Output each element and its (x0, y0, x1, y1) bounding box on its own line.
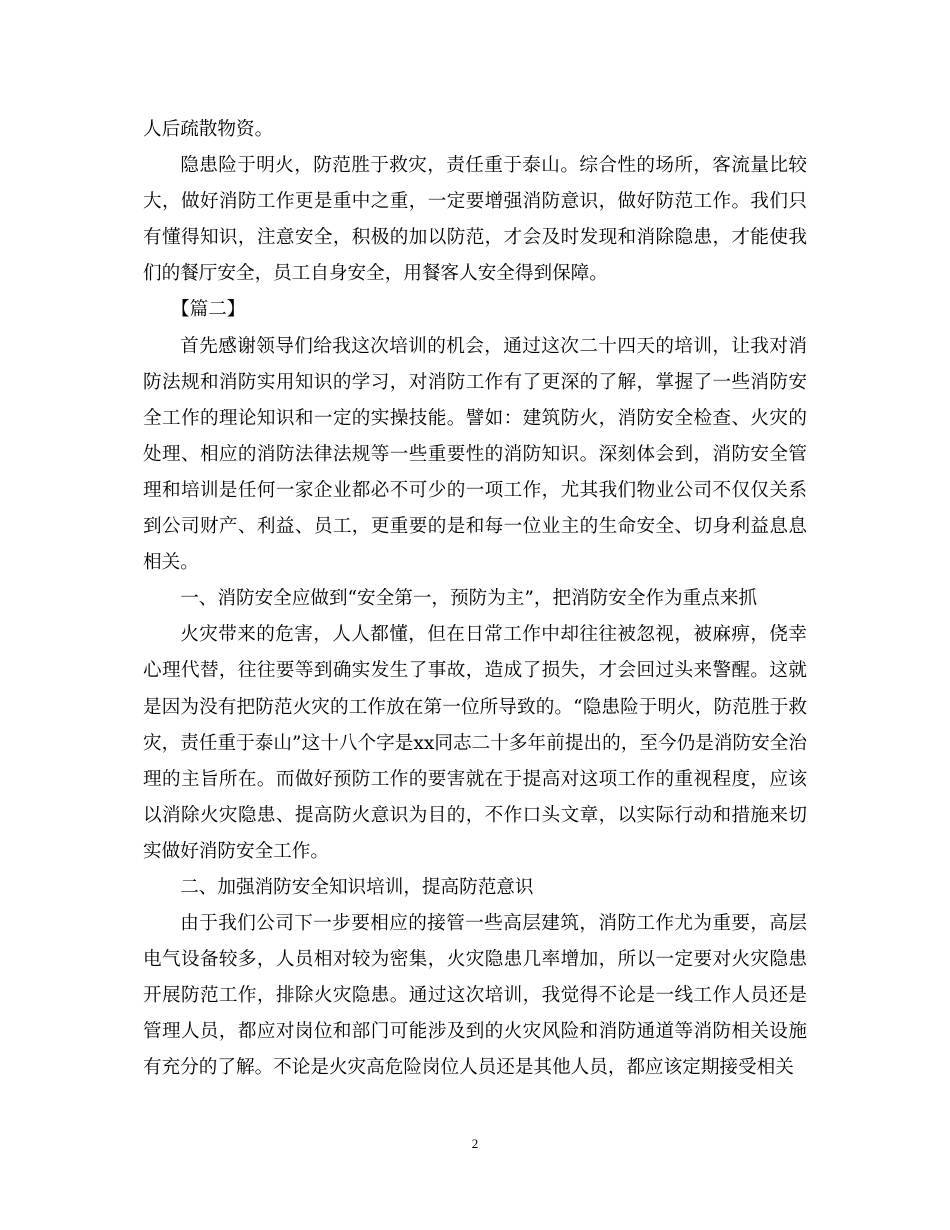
section-heading-part-two: 【篇二】 (171, 299, 246, 321)
paragraph: 火灾带来的危害，人人都懂，但在日常工作中却往往被忽视，被麻痹，侥幸心理代替，往往要等到确实发生了事故，造成了损失，才会回过头来警醒。这就是因为没有把防范火灾的工作放在第一位所导致的。“隐患险于明火，防范胜于救灾，责任重于泰山”这十八个字是xx同志二十多年前提出的，至今仍是消防安全治理的主旨所在。而做好预防工作的要害就在于提高对这项工作的重视程度，应该以消除火灾隐患、提高防火意识为目的，不作口头文章，以实际行动和措施来切实做好消防安全工作。 (143, 624, 807, 862)
paragraph: 首先感谢领导们给我这次培训的机会，通过这次二十四天的培训，让我对消防法规和消防实用知识的学习，对消防工作有了更深的了解，掌握了一些消防安全工作的理论知识和一定的实操技能。譬如：建筑防火，消防安全检查、火灾的处理、相应的消防法律法规等一些重要性的消防知识。深刻体会到，消防安全管理和培训是任何一家企业都必不可少的一项工作，尤其我们物业公司不仅仅关系到公司财产、利益、员工，更重要的是和每一位业主的生命安全、切身利益息息相关。 (143, 335, 807, 574)
page-number: 2 (471, 1136, 479, 1151)
paragraph-continuation: 人后疏散物资。 (143, 119, 274, 140)
document-body (143, 112, 807, 1087)
paragraph: 隐患险于明火，防范胜于救灾，责任重于泰山。综合性的场所，客流量比较大，做好消防工作更是重中之重，一定要增强消防意识，做好防范工作。我们只有懂得知识，注意安全，积极的加以防范，才会及时发现和消除隐患，才能使我们的餐厅安全，员工自身安全，用餐客人安全得到保障。 (143, 155, 807, 285)
subheading-one: 一、消防安全应做到“安全第一，预防为主”，把消防安全作为重点来抓 (180, 588, 758, 610)
subheading-two: 二、加强消防安全知识培训，提高防范意识 (180, 876, 534, 898)
paragraph: 由于我们公司下一步要相应的接管一些高层建筑，消防工作尤为重要，高层电气设备较多，人员相对较为密集，火灾隐患几率增加，所以一定要对火灾隐患开展防范工作，排除火灾隐患。通过这次培训，我觉得不论是一线工作人员还是管理人员，都应对岗位和部门可能涉及到的火灾风险和消防通道等消防相关设施有充分的了解。不论是火灾高危险岗位人员还是其他人员，都应该定期接受相关 (143, 913, 807, 1079)
